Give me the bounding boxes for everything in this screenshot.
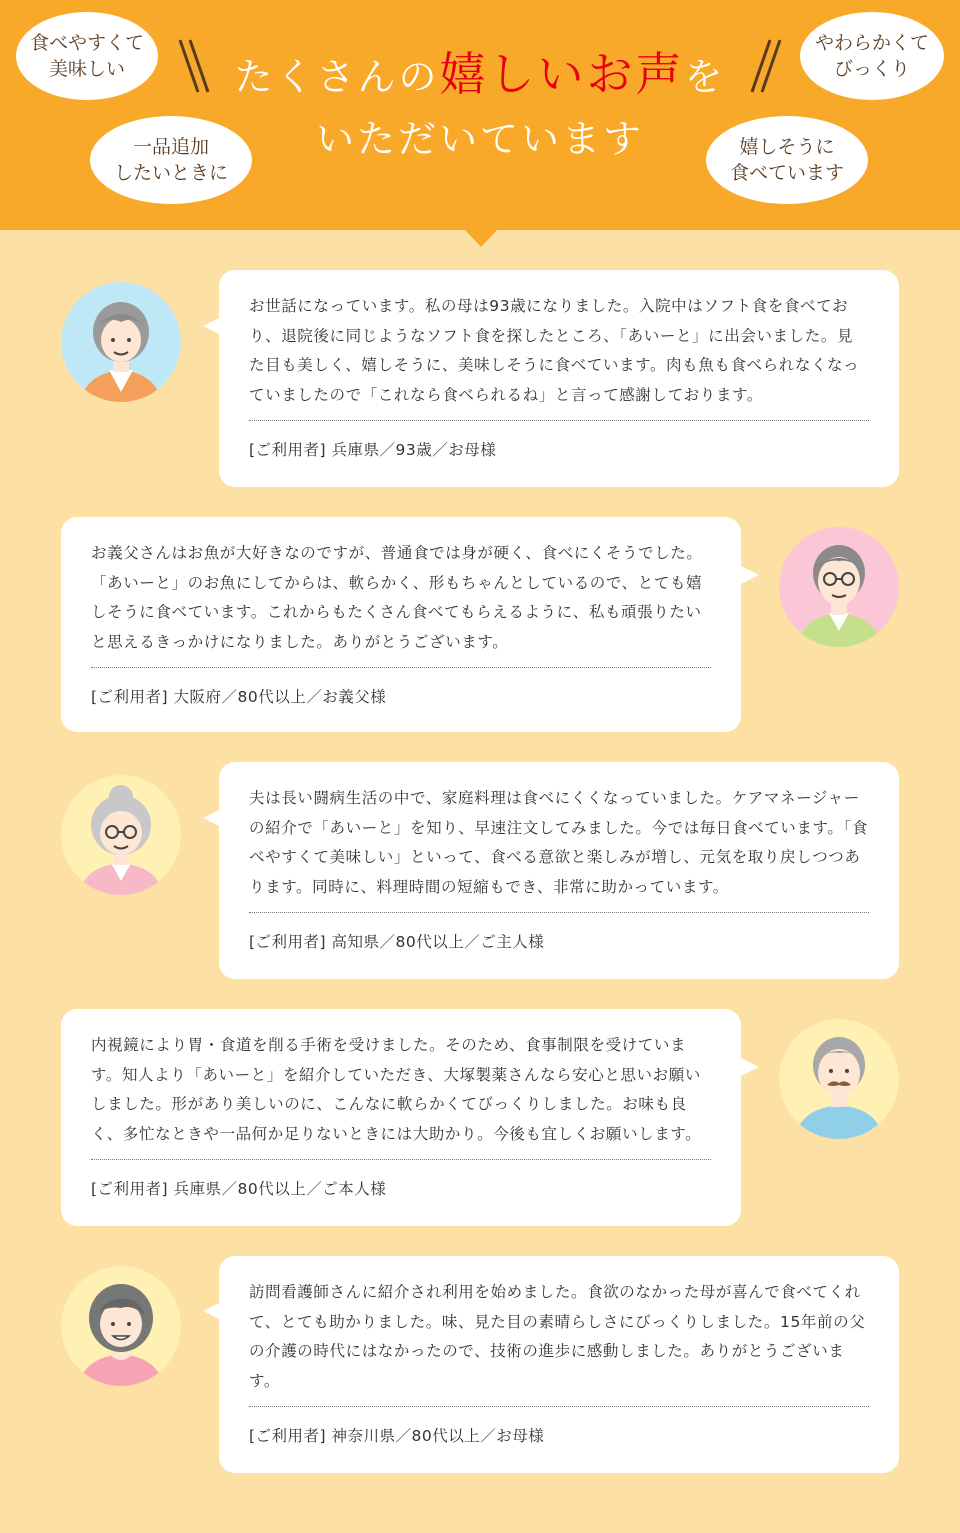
testimonial-text: 内視鏡により胃・食道を削る手術を受けました。そのため、食事制限を受けています。知人より「あいーと」を紹介していただき、大塚製薬さんなら安心と思いお願いしました。形があり美しいのに、こんなに軟らかくてびっくりしました。お味も良く、多忙なときや一品何か足りないときには大助かり。今後も宜しくお願いします。: [91, 1036, 702, 1143]
testimonial-user: [ご利用者] 大阪府／80代以上／お義父様: [91, 688, 387, 706]
testimonial-card: [219, 762, 899, 979]
elderly-woman-glasses-icon: [61, 775, 181, 895]
elderly-man-glasses-icon: [779, 527, 899, 647]
middle-aged-woman-icon: [61, 1266, 181, 1386]
testimonial-user: [ご利用者] 神奈川県／80代以上／お母様: [249, 1427, 545, 1445]
divider: [249, 420, 869, 421]
speech-bubble-text: 一品追加 したいときに: [113, 136, 228, 184]
divider: [91, 1159, 711, 1160]
card-pointer: [741, 566, 759, 584]
testimonial-user: [ご利用者] 兵庫県／93歳／お母様: [249, 441, 497, 459]
speech-bubble-text: 嬉しそうに 食べています: [729, 136, 844, 184]
header-banner: [0, 0, 960, 230]
testimonial-card: [219, 1256, 899, 1473]
elderly-man-mustache-icon: [779, 1019, 899, 1139]
divider: [249, 912, 869, 913]
page-title-line1: たくさんの嬉しいお声を: [234, 47, 726, 101]
divider: [91, 667, 711, 668]
testimonial-text: お義父さんはお魚が大好きなのですが、普通食では身が硬く、食べにくそうでした。「あいーと」のお魚にしてからは、軟らかく、形もちゃんとしているので、とても嬉しそうに食べています。これからもたくさん食べてもらえるように、私も頑張りたいと思えるきっかけになりました。ありがとうございます。: [91, 544, 703, 651]
elderly-woman-icon: [61, 282, 181, 402]
testimonial-text: 訪問看護師さんに紹介され利用を始めました。食欲のなかった母が喜んで食べてくれて、とても助かりました。味、見た目の素晴らしさにびっくりしました。15年前の父の介護の時代にはなかったので、技術の進歩に感動しました。ありがとうございます。: [249, 1283, 866, 1390]
testimonial-text: 夫は長い闘病生活の中で、家庭料理は食べにくくなっていました。ケアマネージャーの紹介で「あいーと」を知り、早速注文してみました。今では毎日食べています。「食べやすくて美味しい」といって、食べる意欲と楽しみが増し、元気を取り戻しつつあります。同時に、料理時間の短縮もでき、非常に助かっています。: [249, 789, 868, 896]
testimonial-text: お世話になっています。私の母は93歳になりました。入院中はソフト食を食べており、退院後に同じようなソフト食を探したところ、「あいーと」に出会いました。見た目も美しく、嬉しそうに、美味しそうに食べています。肉も魚も食べられなくなっていましたので「これなら食べられるね」と言って感謝しております。: [249, 297, 860, 404]
card-pointer: [741, 1058, 759, 1076]
speech-bubble-text: 食べやすくて 美味しい: [29, 32, 144, 80]
testimonial-user: [ご利用者] 高知県／80代以上／ご主人様: [249, 933, 545, 951]
header-pointer-arrow: [464, 229, 498, 247]
page-title-line2: いただいています: [315, 117, 644, 161]
testimonial-user: [ご利用者] 兵庫県／80代以上／ご本人様: [91, 1180, 387, 1198]
testimonial-card: [61, 1009, 741, 1226]
divider: [249, 1406, 869, 1407]
testimonial-card: [61, 517, 741, 732]
testimonial-card: [219, 270, 899, 487]
title-highlight: 嬉しいお声: [439, 47, 685, 101]
speech-bubble-text: やわらかくて びっくり: [814, 32, 929, 80]
